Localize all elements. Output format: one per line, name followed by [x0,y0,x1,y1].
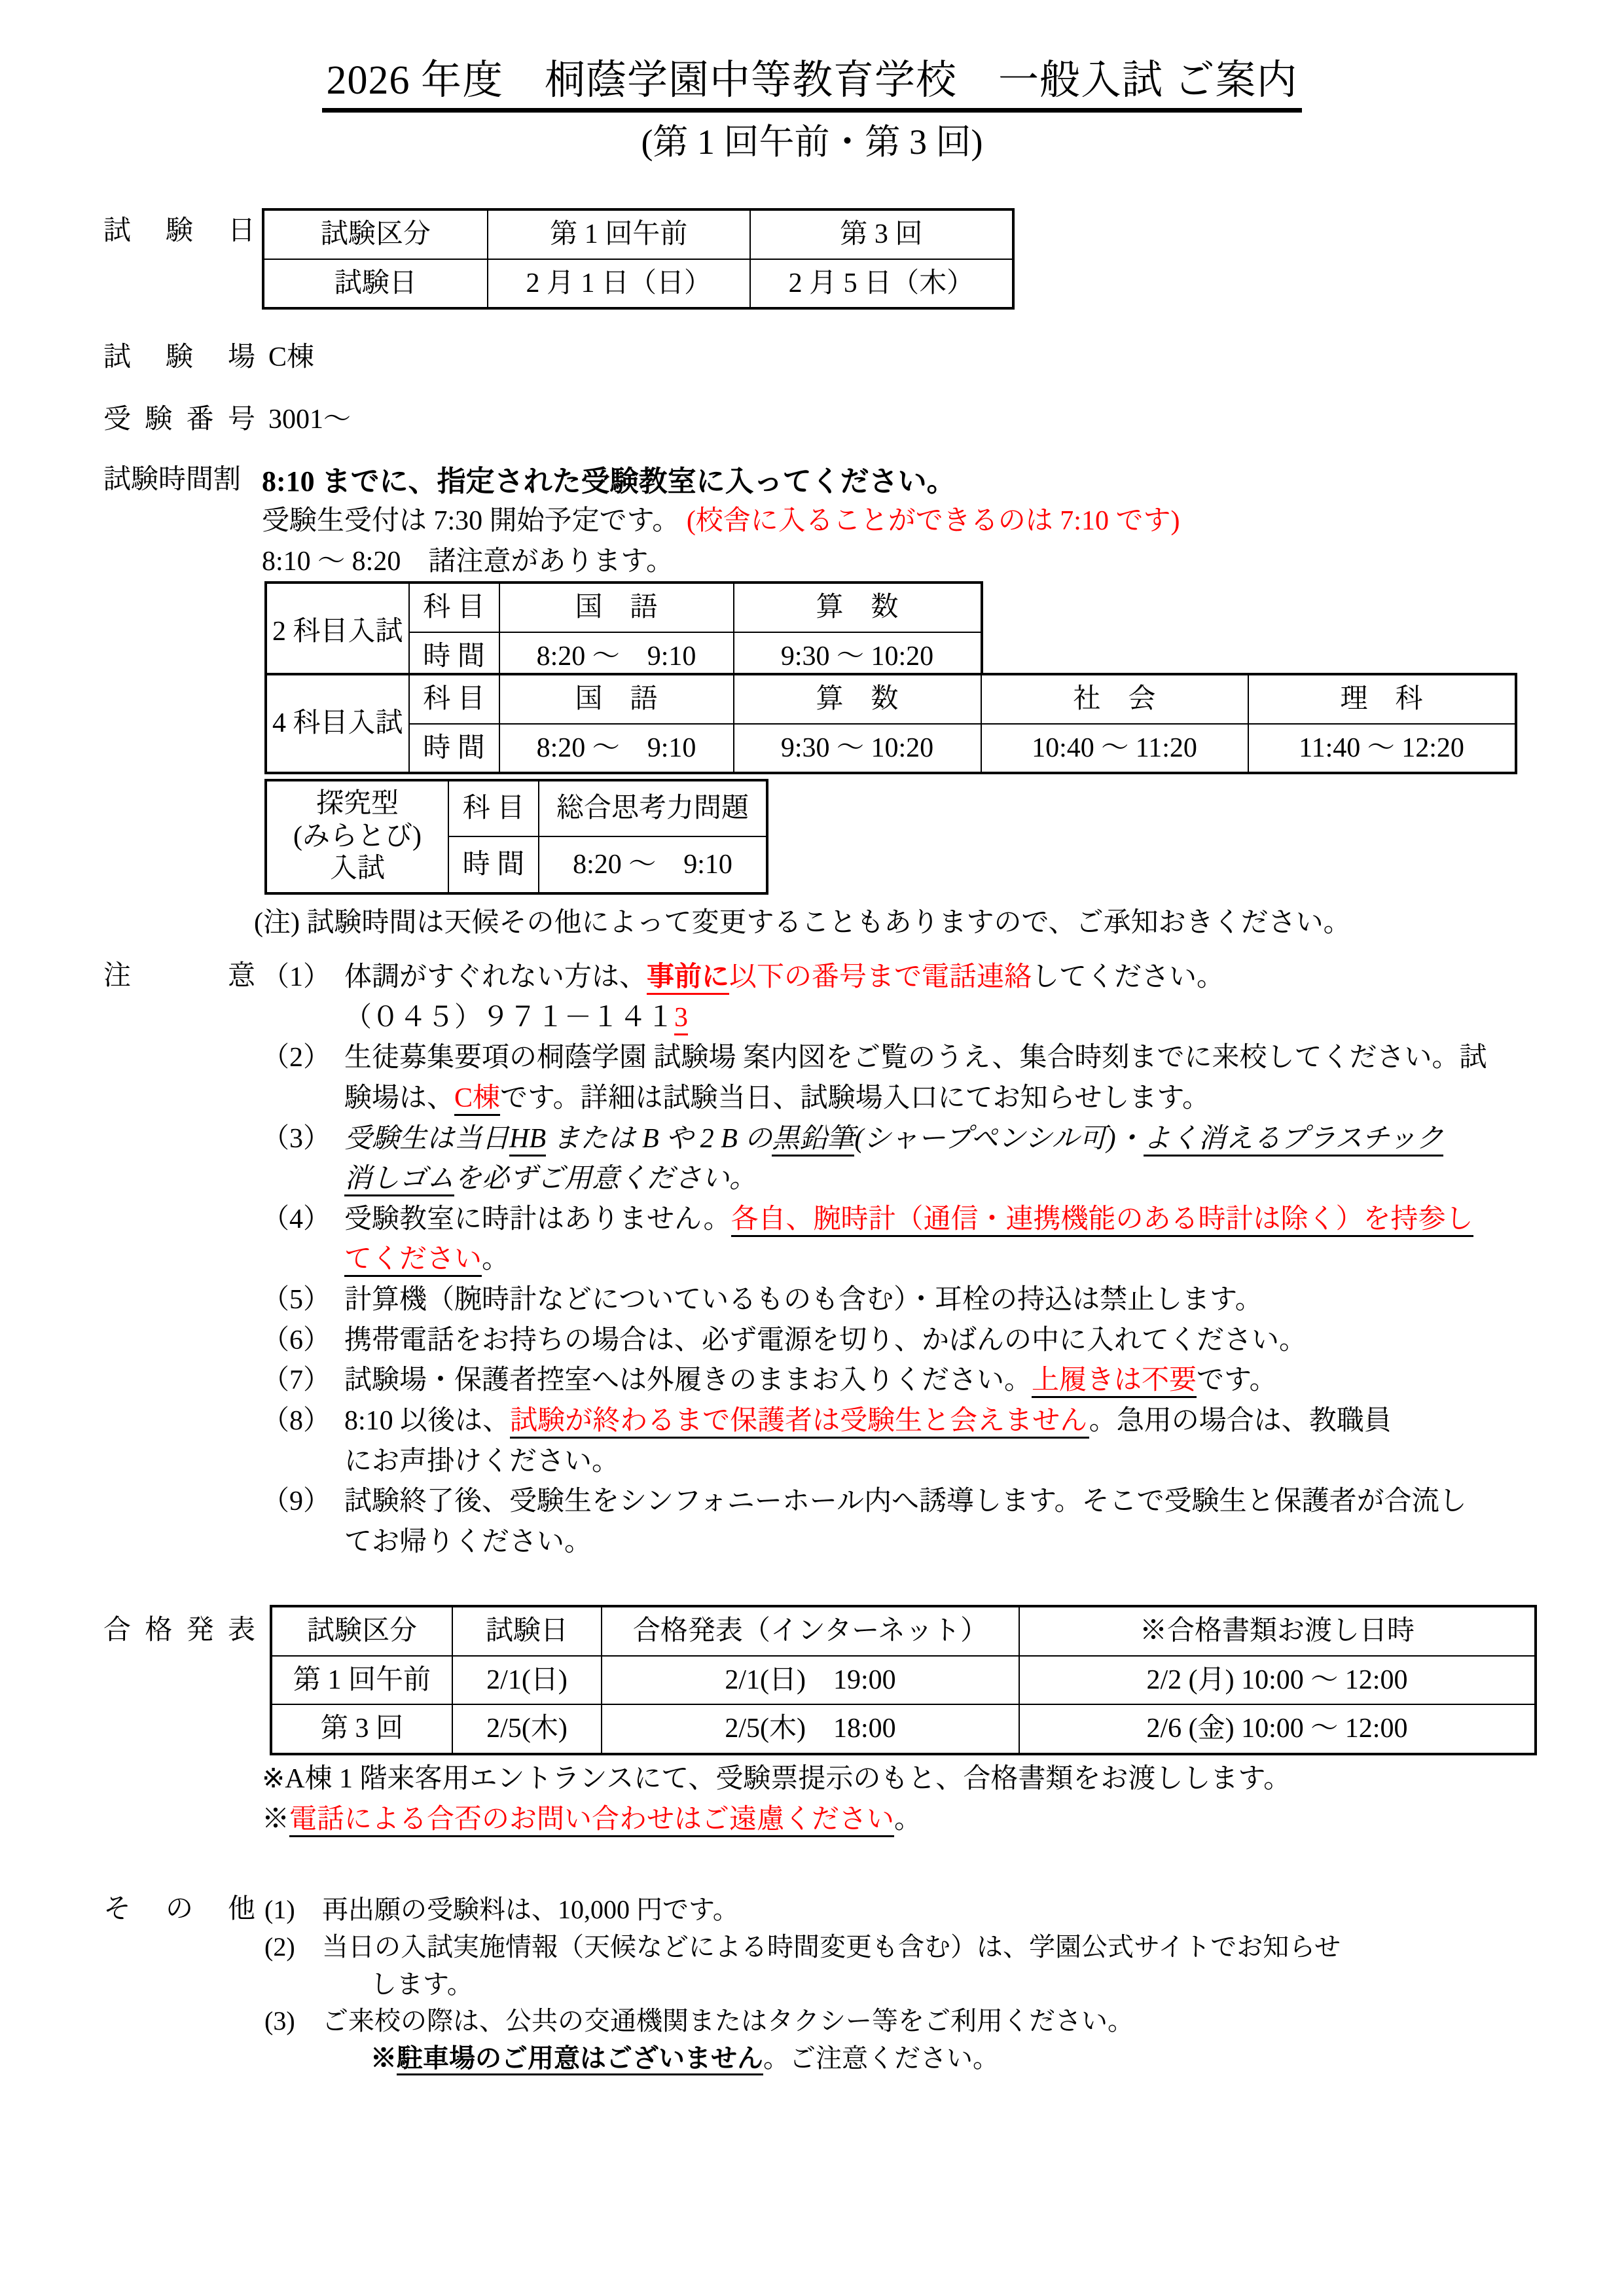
title-block [0,58,1624,162]
cell-header-document-pickup: ※合格書類お渡し日時 [1019,1606,1536,1656]
cell-subject-social: 社 会 [981,674,1248,724]
cell-exam-date-session1: 2/1(日) [452,1656,602,1705]
notice-text [344,1482,1564,1522]
schedule-intro-line3: 8:10 ～ 8:20 諸注意があります。 [262,547,674,577]
notice-item [262,1321,1564,1361]
label-exam-number: 受験番号 [103,404,255,435]
notice-4-segment-2: または B や 2 B の [546,1123,772,1154]
notice-4-segment-3: 黒鉛筆 [772,1124,854,1157]
others-line [322,1929,1567,1966]
cell-time-japanese: 8:20 ～ 9:10 [499,632,734,682]
notice-2-segment-0: 生徒募集要項の桐蔭学園 試験場 案内図をご覧のうえ、集合時刻までに来校してください。試 [344,1043,1487,1073]
exam-site-value: C棟 [268,342,315,372]
others-number: (2) [264,1931,295,1962]
cell-pickup-session3: 2/6 (金) 10:00 ～ 12:00 [1019,1704,1536,1754]
table-row [271,1704,1536,1754]
note-mark: ※ [262,1804,290,1835]
cell-subject-math: 算 数 [734,674,981,724]
others-text [322,1929,1567,2003]
cell-subject-science: 理 科 [1248,674,1516,724]
inquiry-name-line2: (みらとび) [293,821,422,852]
cell-header-internet-announcement: 合格発表（インターネット） [602,1606,1019,1656]
label-notice: 注意 [103,961,255,991]
label-exam-schedule: 試験時間割 [103,465,242,495]
notice-item [262,1160,1564,1199]
cell-time-math: 9:30 ～ 10:20 [734,632,982,682]
cell-row-label-time: 時 間 [448,836,539,893]
notice-11-segment-1: 試験が終わるまで保護者は受験生と会えません [510,1406,1089,1439]
cell-row-label-subject: 科 目 [448,780,539,836]
cell-row-label-time: 時 間 [409,632,499,682]
inquiry-name-line1: 探究型 [316,789,399,819]
others-2-1-segment-0: ※ [370,2043,397,2073]
cell-date-session1: 2 月 1 日（日） [488,259,750,309]
others-list [264,1892,1567,2077]
notice-1-segment-1: 3 [674,1003,688,1035]
notice-3-segment-0: 験場は、 [344,1083,455,1113]
notice-10-segment-2: です。 [1197,1365,1277,1396]
notice-item [262,1482,1564,1522]
label-others: その他 [103,1894,255,1924]
cell-header-division: 試験区分 [271,1606,452,1656]
cell-division-session3: 第 3 回 [271,1704,452,1754]
page-title: 2026 年度 桐蔭学園中等教育学校 一般入試 ご案内 [322,58,1301,113]
notice-4-segment-1: HB [509,1124,546,1157]
notice-6-segment-1: 各自、腕時計（通信・連携機能のある時計は除く）を持参し [731,1204,1473,1237]
results-note-entrance: ※A棟 1 階来客用エントランスにて、受験票提示のもと、合格書類をお渡しします。 [262,1764,1291,1794]
notice-item [262,999,1564,1038]
notice-text [344,1039,1564,1078]
notice-1-segment-0: （０４５）９７１－１４１ [344,1002,675,1033]
cell-pickup-session1: 2/2 (月) 10:00 ～ 12:00 [1019,1656,1536,1705]
table-row [271,1656,1536,1705]
notice-text [344,1321,1564,1361]
notice-text [344,1120,1564,1159]
others-0-0-segment-0: 再出願の受験料は、10,000 円です。 [322,1895,739,1924]
notice-text [344,999,1564,1038]
notice-4-segment-0: 受験生は当日 [344,1123,510,1154]
notice-text [344,1240,1564,1280]
others-text [322,1892,1567,1929]
table-row-header [263,209,1013,259]
others-item [264,1929,1567,2003]
notice-0-segment-3: してください。 [1032,962,1225,992]
cell-time-math: 9:30 ～ 10:20 [734,724,981,774]
cell-exam-date-session3: 2/5(木) [452,1704,602,1754]
cell-time-integrated: 8:20 ～ 9:10 [539,836,767,893]
notice-item [262,1039,1564,1078]
notice-item [262,958,1564,997]
table-row [263,259,1013,309]
table-row-header [271,1606,1536,1656]
others-line [322,2003,1567,2040]
notice-number: （4） [262,1204,331,1234]
notice-text [344,1523,1564,1562]
cell-time-science: 11:40 ～ 12:20 [1248,724,1516,774]
others-line [322,1966,1567,2003]
note-red-text: 電話による合否のお問い合わせはご遠慮ください [289,1804,894,1837]
others-line [322,2040,1567,2077]
cell-two-subject-name: 2 科目入試 [266,583,409,681]
others-2-1-segment-2: 。ご注意ください。 [763,2043,999,2073]
others-number: (1) [264,1895,295,1924]
notice-7-segment-0: てください [344,1244,482,1277]
notice-number: （3） [262,1123,331,1154]
others-line [322,1892,1567,1929]
others-number: (3) [264,2006,295,2036]
page-subtitle: (第 1 回午前・第 3 回) [641,122,983,162]
cell-row-label-time: 時 間 [409,724,499,774]
notice-item [262,1523,1564,1562]
cell-date-session3: 2 月 5 日（木） [750,259,1013,309]
others-2-0-segment-0: ご来校の際は、公共の交通機関またはタクシー等をご利用ください。 [322,2006,1134,2036]
exam-date-table [262,208,1015,310]
notice-10-segment-1: 上履きは不要 [1032,1365,1197,1398]
others-item [264,1892,1567,1929]
notice-item [262,1240,1564,1280]
notice-number: （5） [262,1285,331,1315]
notice-number: （8） [262,1405,331,1436]
notice-11-segment-0: 8:10 以後は、 [344,1405,511,1436]
label-exam-site: 試験場 [103,342,255,372]
schedule-intro-line2 [262,503,1180,541]
notice-4-segment-5: よく消えるプラスチック [1144,1124,1444,1157]
others-text [322,2003,1567,2077]
notice-3-segment-2: です。詳細は試験当日、試験場入口にてお知らせします。 [500,1083,1210,1113]
notice-number: （9） [262,1486,331,1517]
label-exam-date: 試験日 [103,216,255,246]
others-2-1-segment-1: 駐車場のご用意はございません [397,2043,763,2075]
notice-text [344,1402,1564,1441]
schedule-footnote: (注) 試験時間は天候その他によって変更することもありますので、ご承知おきください。 [254,908,1351,938]
schedule-intro-line2-black: 受験生受付は 7:30 開始予定です。 [262,506,680,536]
notice-item [262,1200,1564,1240]
others-1-1-segment-0: します。 [370,1969,473,1999]
others-item [264,2003,1567,2077]
two-subject-schedule-table [264,581,983,683]
exam-number-value: 3001～ [268,404,352,435]
cell-subject-japanese: 国 語 [499,674,734,724]
note-tail: 。 [894,1804,922,1835]
cell-label-exam-date: 試験日 [263,259,488,309]
table-row [266,724,1516,774]
notice-5-segment-1: を必ずご用意ください。 [454,1164,757,1194]
notice-list [262,958,1564,1563]
notice-item [262,1079,1564,1119]
cell-subject-japanese: 国 語 [499,583,734,632]
notice-14-segment-0: てお帰りください。 [344,1526,592,1557]
cell-subject-math: 算 数 [734,583,982,632]
cell-announcement-session1: 2/1(日) 19:00 [602,1656,1019,1705]
notice-12-segment-0: にお声掛けください。 [344,1446,620,1477]
cell-inquiry-name [266,780,448,893]
notice-9-segment-0: 携帯電話をお持ちの場合は、必ず電源を切り、かばんの中に入れてください。 [344,1325,1307,1355]
cell-division-session1: 第 1 回午前 [271,1656,452,1705]
notice-8-segment-0: 計算機（腕時計などについているものも含む）・耳栓の持込は禁止します。 [344,1285,1263,1315]
notice-number: （1） [262,962,331,992]
cell-time-japanese: 8:20 ～ 9:10 [499,724,734,774]
notice-text [344,1079,1564,1119]
cell-four-subject-name: 4 科目入試 [266,674,409,773]
cell-time-social: 10:40 ～ 11:20 [981,724,1248,774]
notice-text [344,1160,1564,1199]
table-row [266,780,767,836]
notice-number: （7） [262,1365,331,1396]
notice-10-segment-0: 試験場・保護者控室へは外履きのままお入りください。 [344,1365,1032,1396]
cell-subject-integrated: 総合思考力問題 [539,780,767,836]
schedule-intro-line2-red: (校舎に入ることができるのは 7:10 です) [686,506,1180,536]
notice-text [344,1443,1564,1482]
notice-6-segment-0: 受験教室に時計はありません。 [344,1204,731,1234]
notice-text [344,958,1564,997]
notice-text [344,1281,1564,1320]
cell-row-label-subject: 科 目 [409,583,499,632]
schedule-intro-line1: 8:10 までに、指定された受験教室に入ってください。 [262,465,956,497]
label-results: 合格発表 [103,1615,255,1645]
cell-header-exam-date: 試験日 [452,1606,602,1656]
notice-item [262,1402,1564,1441]
table-row [266,583,982,632]
notice-0-segment-2: 以下の番号まで電話連絡 [729,962,1032,992]
notice-0-segment-0: 体調がすぐれない方は、 [344,962,647,992]
four-subject-schedule-table [264,673,1517,774]
notice-number: （2） [262,1043,331,1073]
notice-item [262,1361,1564,1401]
notice-item [262,1120,1564,1159]
notice-item [262,1443,1564,1482]
others-1-0-segment-0: 当日の入試実施情報（天候などによる時間変更も含む）は、学園公式サイトでお知らせ [322,1931,1341,1962]
inquiry-schedule-table [264,779,768,895]
table-row [266,674,1516,724]
notice-4-segment-4: (シャープペンシル可)・ [854,1123,1144,1154]
notice-5-segment-0: 消しゴム [344,1164,454,1196]
cell-header-session1: 第 1 回午前 [488,209,750,259]
notice-11-segment-2: 。急用の場合は、教職員 [1089,1405,1392,1436]
results-table [270,1605,1537,1755]
notice-text [344,1200,1564,1240]
inquiry-name-line3: 入試 [329,853,385,884]
notice-item [262,1281,1564,1320]
cell-header-division: 試験区分 [263,209,488,259]
cell-header-session3: 第 3 回 [750,209,1013,259]
results-note-no-phone [262,1801,922,1839]
notice-13-segment-0: 試験終了後、受験生をシンフォニーホール内へ誘導します。そこで受験生と保護者が合流し [344,1486,1467,1517]
notice-7-segment-1: 。 [482,1244,510,1275]
notice-0-segment-1: 事前に [647,962,729,995]
cell-announcement-session3: 2/5(木) 18:00 [602,1704,1019,1754]
cell-row-label-subject: 科 目 [409,674,499,724]
notice-3-segment-1: C棟 [454,1083,500,1116]
notice-text [344,1361,1564,1401]
notice-number: （6） [262,1325,331,1355]
